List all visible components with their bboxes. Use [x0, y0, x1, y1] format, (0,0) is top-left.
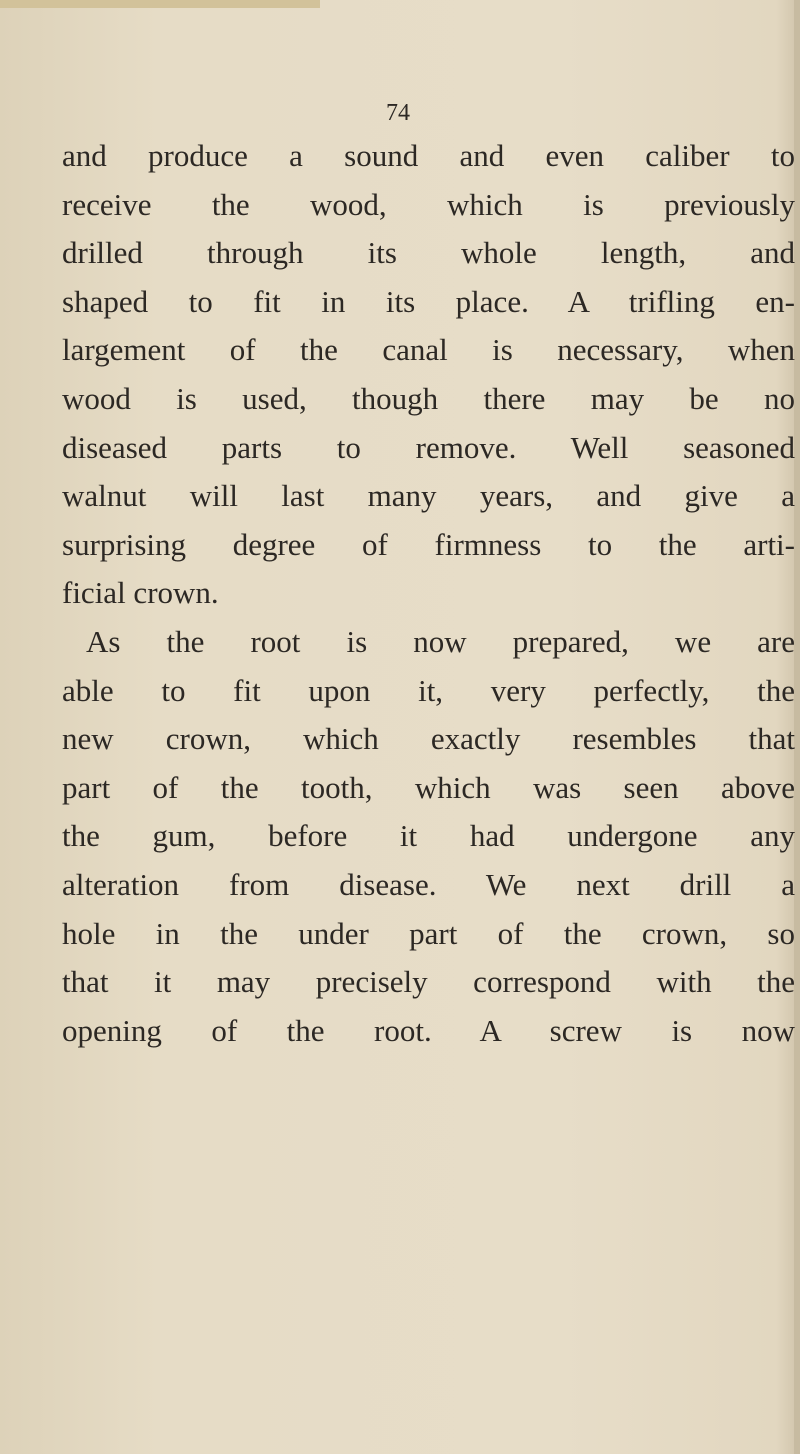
- text-line: new crown, which exactly resembles that: [62, 721, 795, 757]
- text-line: wood is used, though there may be no: [62, 381, 795, 416]
- text-line: receive the wood, which is previously: [62, 186, 795, 222]
- text-line: As the root is now prepared, we are: [86, 624, 795, 659]
- text-line: shaped to fit in its place. A trifling en-: [62, 283, 795, 319]
- text-line: able to fit upon it, very perfectly, the: [62, 672, 795, 708]
- page-number: 74: [386, 100, 410, 126]
- text-line: alteration from disease. We next drill a: [62, 867, 795, 902]
- text-line: largement of the canal is necessary, when: [62, 332, 795, 368]
- text-line: the gum, before it had undergone any: [62, 818, 795, 854]
- text-line: surprising degree of firmness to the arti-: [62, 526, 795, 562]
- text-line: opening of the root. A screw is now: [62, 1012, 795, 1048]
- text-line: and produce a sound and even caliber to: [62, 138, 795, 173]
- text-line: part of the tooth, which was seen above: [62, 769, 795, 805]
- text-line: diseased parts to remove. Well seasoned: [62, 429, 795, 465]
- text-line: that it may precisely correspond with the: [62, 964, 795, 1000]
- text-line: hole in the under part of the crown, so: [62, 915, 795, 951]
- text-line: drilled through its whole length, and: [62, 235, 795, 271]
- text-line: walnut will last many years, and give a: [62, 478, 795, 514]
- scan-edge-strip: [0, 0, 320, 8]
- text-line: ficial crown.: [62, 575, 219, 611]
